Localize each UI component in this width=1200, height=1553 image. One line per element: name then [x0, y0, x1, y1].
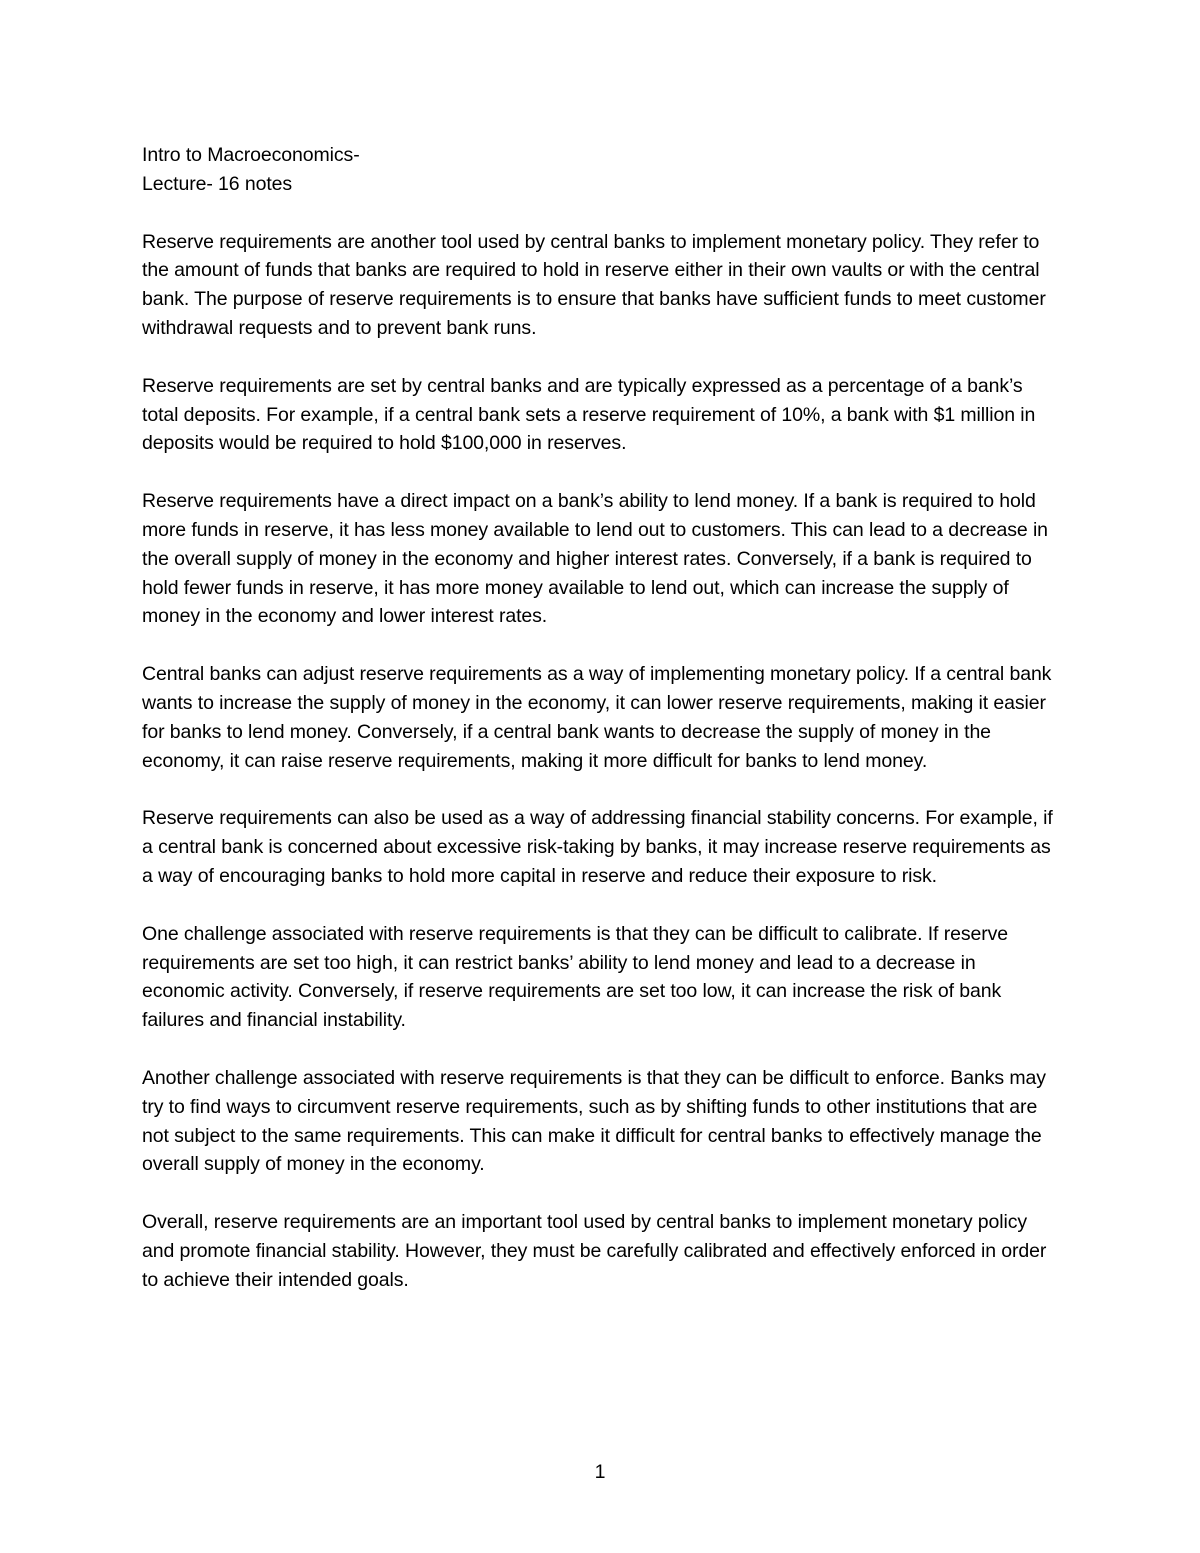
paragraph-conclusion: Overall, reserve requirements are an important tool used by central banks to implement monetary policy and promote financial stability. However, they must be carefully calibrated and effectively enforced in order to achieve their intended goals.	[142, 1211, 1047, 1291]
paragraph-calibration-challenge: One challenge associated with reserve requirements is that they can be difficult to calibrate. If reserve requirements are set too high, it can restrict banks’ ability to lend money and lead to a decrease in economic activity. Conversely, if reserve requirements are set too low, it can increase the risk of bank failures and financial instability.	[142, 922, 1009, 1032]
paragraph-enforcement-challenge: Another challenge associated with reserve requirements is that they can be difficult to enforce. Banks may try to find ways to circumvent reserve requirements, such as by shifting funds to other institutions that are not subject to the same requirements. This can make it difficult for central banks to effectively manage the overall supply of money in the economy.	[142, 1066, 1046, 1176]
paragraph-lending-impact: Reserve requirements have a direct impact on a bank’s ability to lend money. If a bank is required to hold more funds in reserve, it has less money available to lend out to customers. This can lead to a decrease in the overall supply of money in the economy and higher interest rates. Conversely, if a bank is required to hold fewer funds in reserve, it has more money available to lend out, which can increase the supply of money in the economy and lower interest rates.	[142, 490, 1048, 628]
lecture-title: Lecture- 16 notes	[142, 172, 293, 195]
paragraph-financial-stability: Reserve requirements can also be used as a way of addressing financial stability concerns. For example, if a central bank is concerned about excessive risk-taking by banks, it may increase reserve requirements as a way of encouraging banks to hold more capital in reserve and reduce their exposure to risk.	[142, 807, 1053, 887]
course-title: Intro to Macroeconomics-	[142, 144, 360, 166]
paragraph-reserve-intro: Reserve requirements are another tool used by central banks to implement monetary policy. They refer to the amount of funds that banks are required to hold in reserve either in their own vaults or with the central bank. The purpose of reserve requirements is to ensure that banks have sufficient funds to meet customer withdrawal requests and to prevent bank runs.	[142, 230, 1046, 339]
paragraph-monetary-policy: Central banks can adjust reserve requirements as a way of implementing monetary policy. If a central bank wants to increase the supply of money in the economy, it can lower reserve requirements, making it easier for banks to lend money. Conversely, if a central bank wants to decrease the supply of money in the economy, it can raise reserve requirements, making it more difficult for banks to lend money.	[142, 663, 1052, 772]
document-body	[142, 141, 1062, 1324]
page-number: 1	[594, 1461, 606, 1483]
document-header	[142, 141, 1062, 199]
paragraph-percentage-example: Reserve requirements are set by central banks and are typically expressed as a percentage of a bank’s total deposits. For example, if a central bank sets a reserve requirement of 10%, a bank with $1 million in deposits would be required to hold $100,000 in reserves.	[142, 374, 1036, 455]
